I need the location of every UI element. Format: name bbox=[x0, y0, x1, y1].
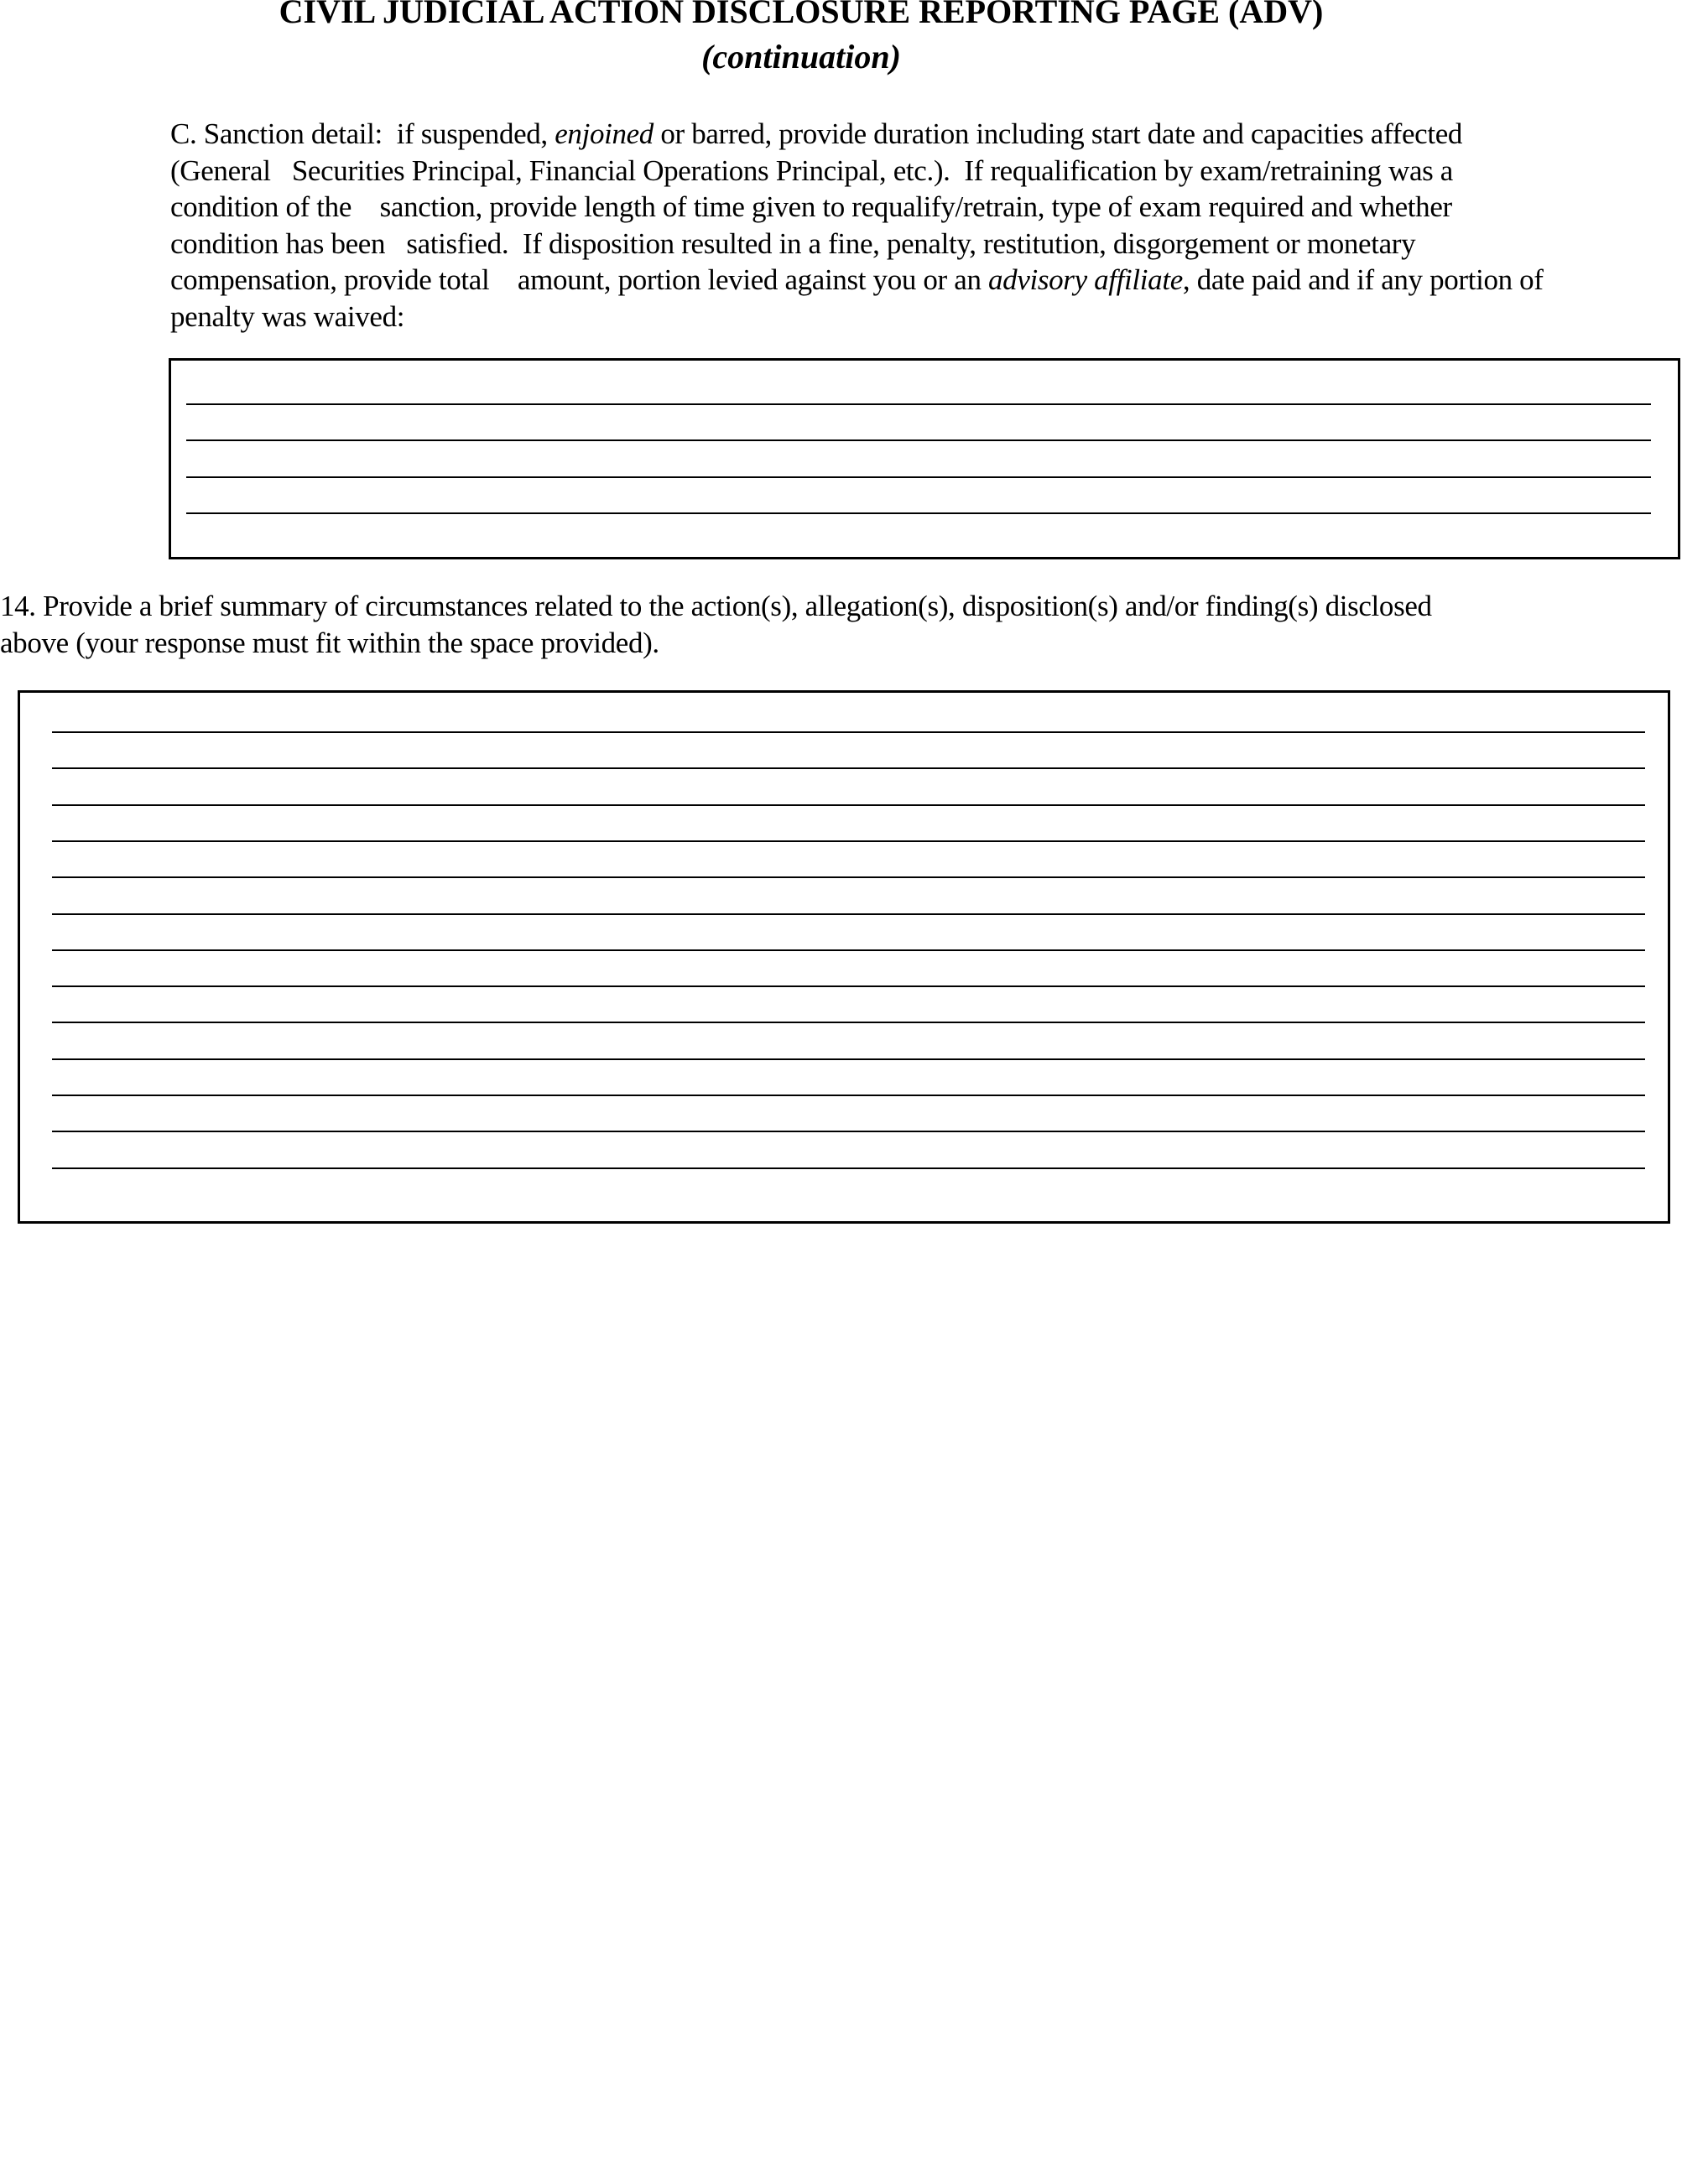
response-line[interactable] bbox=[186, 439, 1651, 441]
text-run: condition has been satisfied. If disposition resulted in a fine, penalty, restitution, disgorgement or monetary bbox=[170, 226, 1416, 260]
italic-term: enjoined bbox=[555, 117, 654, 150]
response-line[interactable] bbox=[52, 1167, 1645, 1169]
text-line bbox=[170, 262, 1680, 299]
response-line[interactable] bbox=[52, 767, 1645, 769]
response-line[interactable] bbox=[52, 731, 1645, 733]
text-run: 14. Provide a brief summary of circumstances related to the action(s), allegation(s), disposition(s) and/or finding(s) disclosed bbox=[0, 590, 1432, 622]
text-run: (General Securities Principal, Financial Operations Principal, etc.). If requalification by exam/retraining was a bbox=[170, 153, 1453, 187]
question-14-prompt bbox=[0, 588, 1636, 661]
response-line[interactable] bbox=[52, 840, 1645, 842]
text-line bbox=[170, 189, 1680, 226]
response-line[interactable] bbox=[186, 403, 1651, 405]
text-run: above (your response must fit within the space provided). bbox=[0, 626, 659, 659]
response-line[interactable] bbox=[52, 1095, 1645, 1096]
text-run: , date paid and if any portion of bbox=[1182, 263, 1544, 296]
response-line[interactable] bbox=[52, 1131, 1645, 1132]
text-line bbox=[0, 588, 1636, 625]
response-line[interactable] bbox=[52, 1022, 1645, 1023]
response-line[interactable] bbox=[52, 1058, 1645, 1060]
section-c-response-box[interactable] bbox=[169, 358, 1680, 559]
text-line bbox=[170, 226, 1680, 263]
text-line bbox=[170, 116, 1680, 153]
response-line[interactable] bbox=[52, 985, 1645, 987]
response-line[interactable] bbox=[52, 949, 1645, 951]
text-run: or barred, provide duration including start date and capacities affected bbox=[653, 117, 1463, 150]
question-14-response-box[interactable] bbox=[18, 690, 1670, 1224]
text-line bbox=[170, 153, 1680, 190]
page-title: CIVIL JUDICIAL ACTION DISCLOSURE REPORTING PAGE (ADV) bbox=[279, 0, 1324, 30]
text-line bbox=[170, 299, 1680, 335]
response-line[interactable] bbox=[52, 804, 1645, 806]
response-line[interactable] bbox=[52, 913, 1645, 915]
text-run: C. Sanction detail: if suspended, bbox=[170, 117, 555, 150]
text-line bbox=[0, 625, 1636, 662]
response-line[interactable] bbox=[186, 512, 1651, 514]
italic-term: advisory affiliate bbox=[988, 263, 1183, 296]
response-line[interactable] bbox=[52, 876, 1645, 878]
page-subtitle: (continuation) bbox=[701, 38, 901, 75]
response-line[interactable] bbox=[186, 476, 1651, 478]
text-run: compensation, provide total amount, portion levied against you or an bbox=[170, 263, 989, 296]
section-c-instructions bbox=[170, 116, 1680, 335]
text-run: penalty was waived: bbox=[170, 299, 405, 333]
text-run: condition of the sanction, provide length of time given to requalify/retrain, type of exam required and whether bbox=[170, 190, 1452, 223]
